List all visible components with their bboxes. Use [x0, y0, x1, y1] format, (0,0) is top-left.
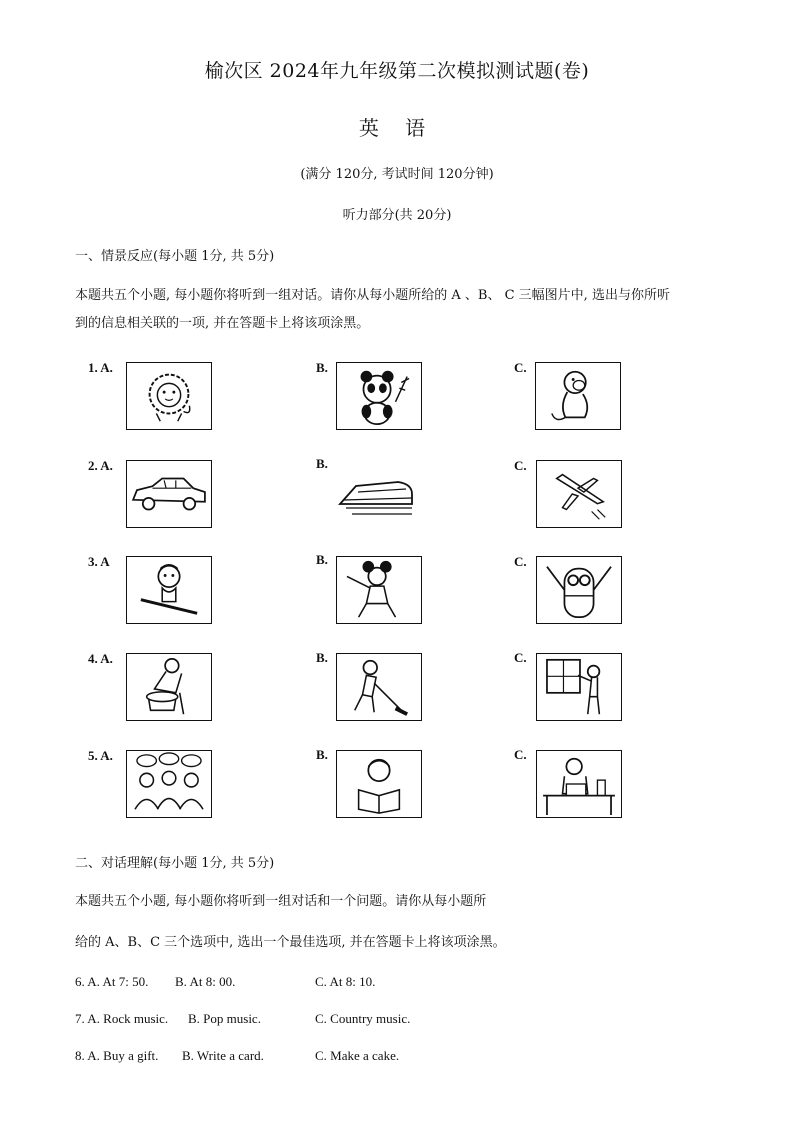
exam-subject: 英 语 [358, 116, 436, 140]
q4-b-label: B. [316, 650, 328, 665]
q6-option-c: C. At 8: 10. [315, 974, 376, 989]
q3-label: 3. A [88, 554, 110, 569]
chatting-picture [126, 750, 212, 818]
q1-b-label: B. [316, 360, 328, 375]
sweeping-icon [337, 654, 421, 720]
section2-heading: 二、对话理解(每小题 1分, 共 5分) [75, 856, 275, 871]
plane-icon [537, 461, 621, 527]
lion-picture [126, 362, 212, 430]
section2-instruction-line2: 给的 A、B、C 三个选项中, 选出一个最佳选项, 并在答题卡上将该项涂黑。 [75, 935, 506, 950]
chatting-icon [127, 751, 211, 817]
washing-icon [127, 654, 211, 720]
q3-c-label: C. [514, 554, 527, 569]
monkey-picture [535, 362, 621, 430]
q2-b-label: B. [316, 456, 328, 471]
q1-label: 1. A. [88, 360, 113, 375]
monkey-king-picture [126, 556, 212, 624]
computer-icon [537, 751, 621, 817]
car-icon [127, 461, 211, 527]
q7-option-b: B. Pop music. [188, 1011, 261, 1026]
section2-instruction-line1: 本题共五个小题, 每小题你将听到一组对话和一个问题。请你从每小题所 [75, 894, 487, 909]
exam-info: (满分 120分, 考试时间 120分钟) [300, 167, 494, 182]
computer-picture [536, 750, 622, 818]
q8-option-c: C. Make a cake. [315, 1048, 400, 1063]
q5-b-label: B. [316, 747, 328, 762]
q2-c-label: C. [514, 458, 527, 473]
mickey-picture [336, 556, 422, 624]
reading-picture [336, 750, 422, 818]
sweeping-picture [336, 653, 422, 721]
q8-option-a: 8. A. Buy a gift. [75, 1048, 159, 1063]
q1-c-label: C. [514, 360, 527, 375]
q4-c-label: C. [514, 650, 527, 665]
section1-instruction-line2: 到的信息相关联的一项, 并在答题卡上将该项涂黑。 [75, 316, 370, 331]
plane-picture [536, 460, 622, 528]
q4-label: 4. A. [88, 651, 113, 666]
washing-picture [126, 653, 212, 721]
q2-label: 2. A. [88, 458, 113, 473]
minion-icon [537, 557, 621, 623]
q5-c-label: C. [514, 747, 527, 762]
minion-picture [536, 556, 622, 624]
monkey-king-icon [127, 557, 211, 623]
q7-option-c: C. Country music. [315, 1011, 411, 1026]
q8-option-b: B. Write a card. [182, 1048, 264, 1063]
cleaning-window-picture [536, 653, 622, 721]
car-picture [126, 460, 212, 528]
q7-option-a: 7. A. Rock music. [75, 1011, 169, 1026]
window-cleaning-icon [537, 654, 621, 720]
section1-heading: 一、情景反应(每小题 1分, 共 5分) [75, 249, 275, 264]
reading-icon [337, 751, 421, 817]
lion-icon [127, 363, 211, 429]
monkey-icon [536, 363, 620, 429]
train-icon [336, 470, 414, 520]
q6-option-b: B. At 8: 00. [175, 974, 236, 989]
exam-title: 榆次区 2024年九年级第二次模拟测试题(卷) [204, 60, 590, 82]
q3-b-label: B. [316, 552, 328, 567]
q5-label: 5. A. [88, 748, 113, 763]
section1-instruction-line1: 本题共五个小题, 每小题你将听到一组对话。请你从每小题所给的 A 、B、 C 三幅图片中, 选出与你所听 [75, 288, 670, 303]
train-picture [336, 470, 414, 520]
listening-part-heading: 听力部分(共 20分) [342, 208, 452, 223]
panda-icon [337, 363, 421, 429]
mickey-icon [337, 557, 421, 623]
panda-picture [336, 362, 422, 430]
q6-option-a: 6. A. At 7: 50. [75, 974, 149, 989]
